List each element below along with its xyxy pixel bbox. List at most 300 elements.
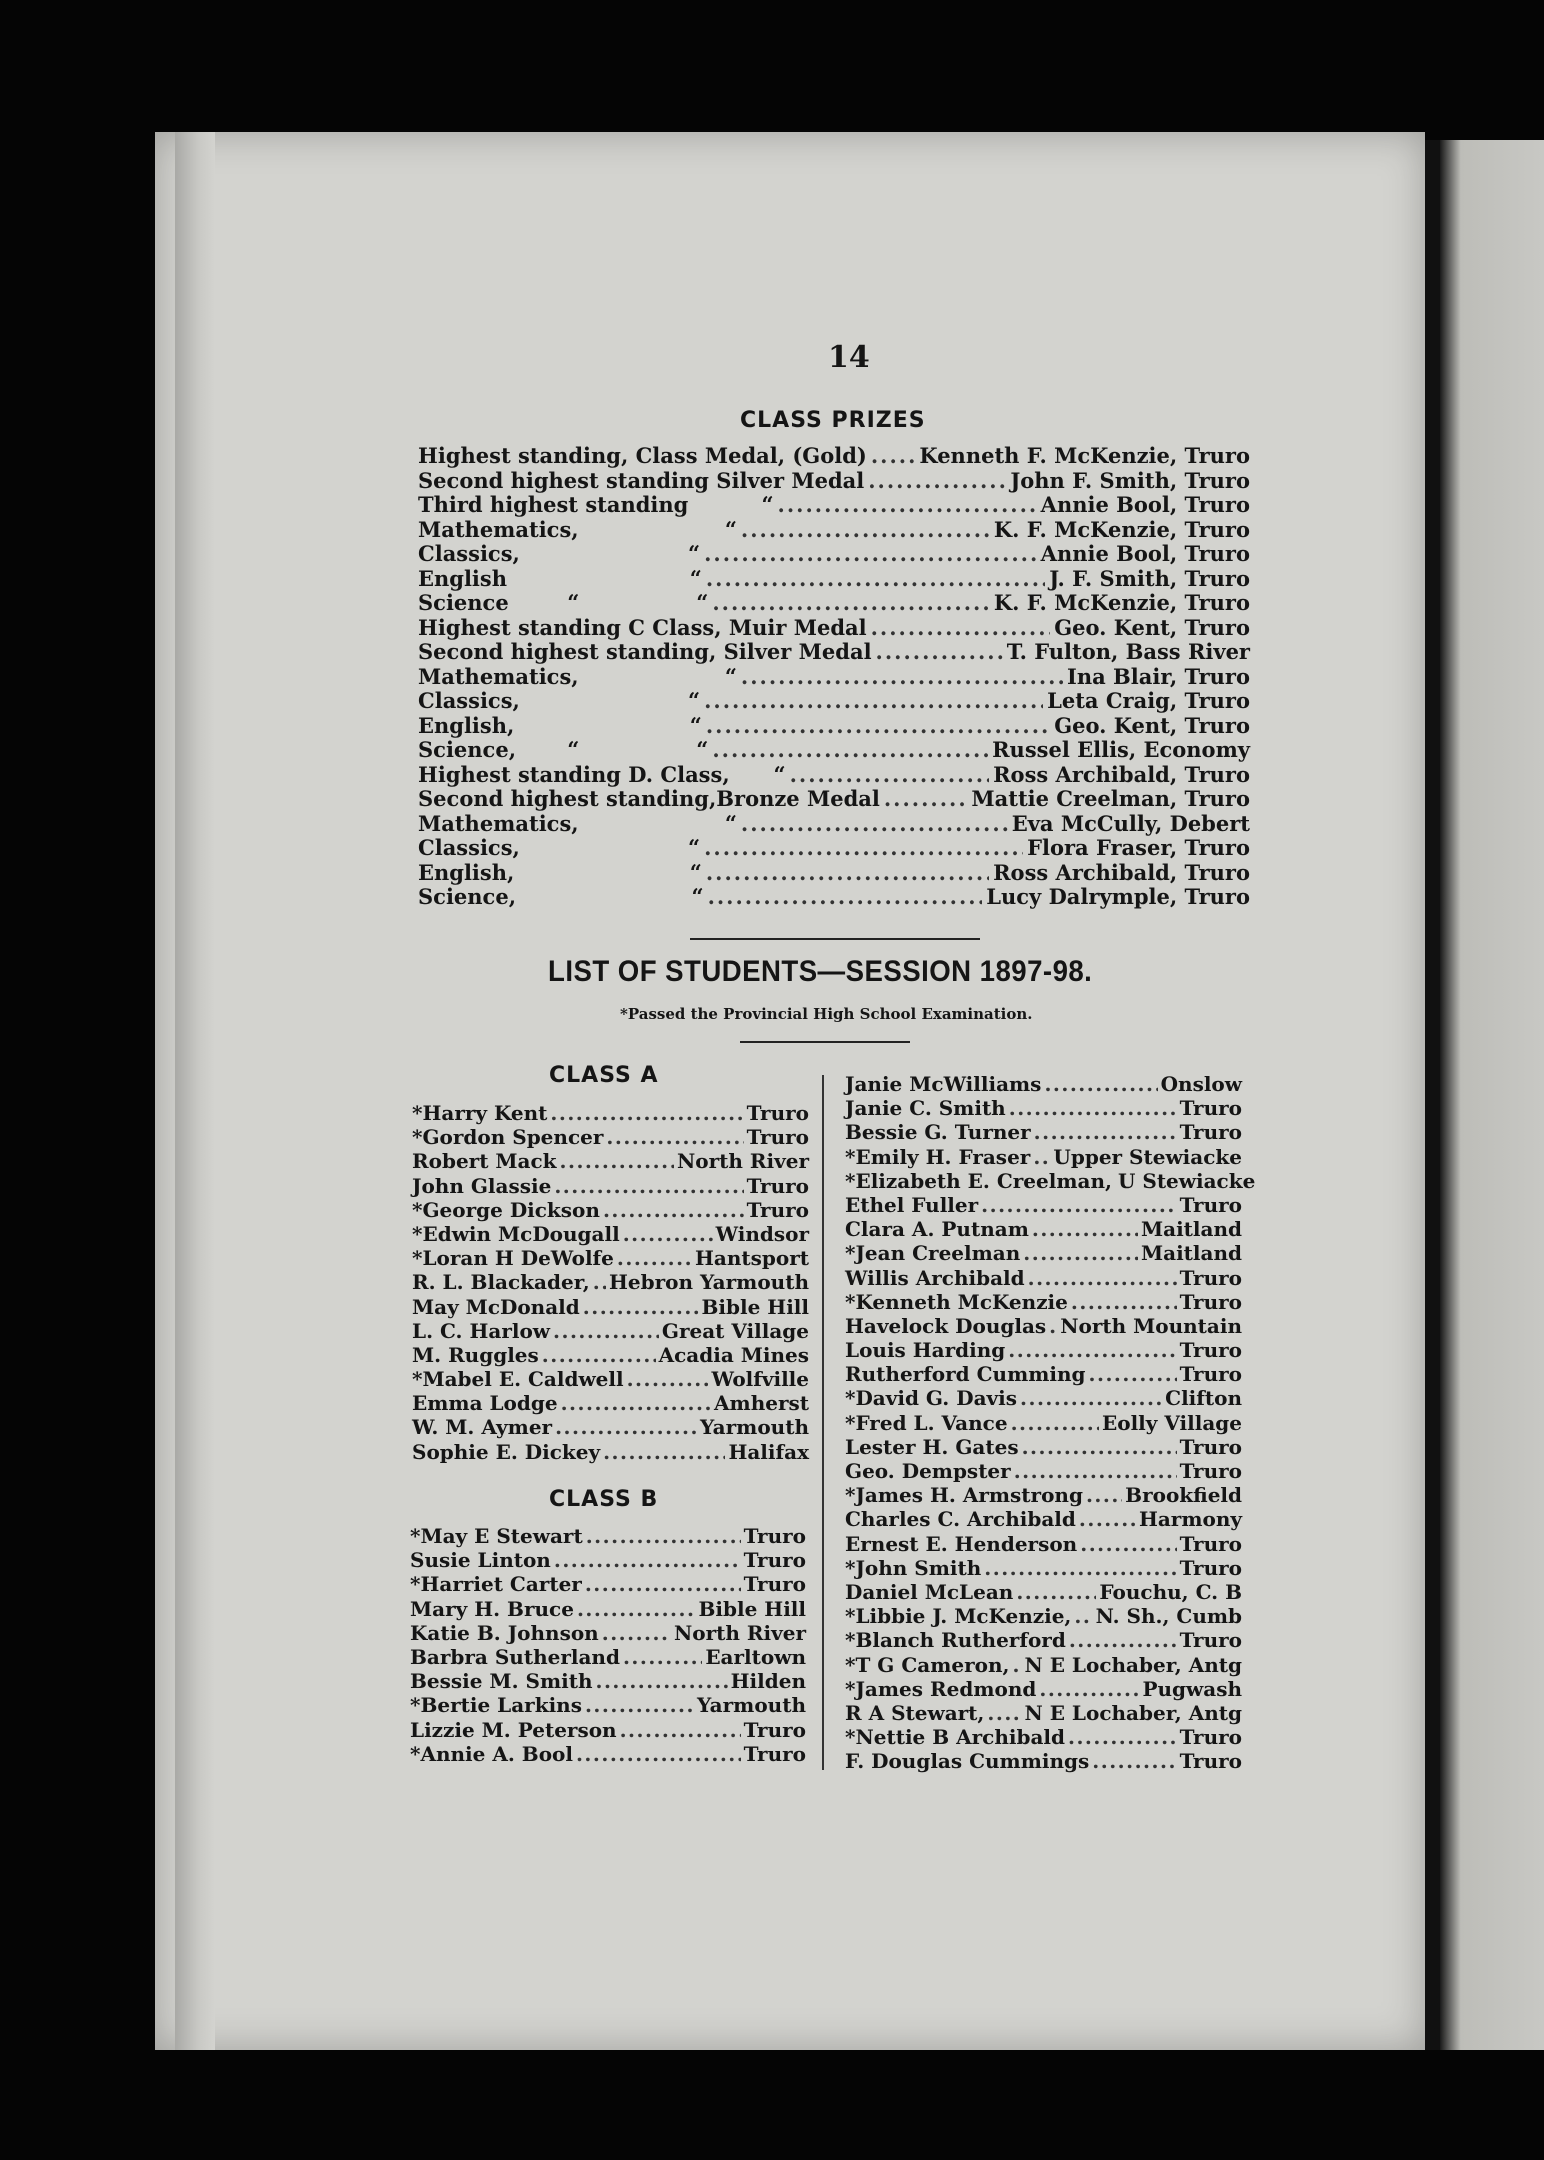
student-row — [845, 1604, 1242, 1628]
student-hometown: Truro — [746, 1173, 809, 1198]
student-name: Lizzie M. Peterson — [410, 1717, 617, 1742]
student-name: R. L. Blackader, — [412, 1270, 590, 1295]
dot-leader — [987, 1701, 1021, 1725]
dot-leader — [595, 1669, 727, 1693]
student-row — [412, 1149, 809, 1173]
dot-leader — [603, 1440, 725, 1464]
page-edge — [175, 132, 215, 2050]
dot-leader — [704, 542, 1037, 567]
student-row — [845, 1096, 1242, 1120]
student-row — [845, 1266, 1242, 1290]
student-row — [412, 1198, 809, 1222]
dot-leader — [542, 1343, 656, 1367]
prize-label: Third highest standing “ — [418, 492, 774, 517]
class-continued-list — [845, 1072, 1256, 1774]
student-hometown: N. Sh., Cumb — [1095, 1604, 1242, 1629]
prize-row — [418, 665, 1250, 690]
student-hometown: North River — [676, 1149, 809, 1174]
student-name: *Loran H DeWolfe — [412, 1246, 614, 1271]
student-row — [412, 1343, 809, 1367]
student-hometown: U Stewiacke — [1117, 1168, 1256, 1193]
student-name: May McDonald — [412, 1294, 580, 1319]
prize-label: Highest standing, Class Medal, (Gold) — [418, 443, 867, 468]
dot-leader — [623, 1222, 713, 1246]
prize-label: Classics, “ — [418, 835, 701, 860]
student-hometown: Truro — [1179, 1531, 1242, 1556]
prize-label: Science, “ — [418, 884, 704, 909]
student-name: *Bertie Larkins — [410, 1693, 582, 1718]
prize-winner: John F. Smith, Truro — [1010, 467, 1250, 493]
prize-winner: J. F. Smith, Truro — [1049, 565, 1250, 591]
student-name: Sophie E. Dickey — [412, 1439, 601, 1464]
student-name: *Annie A. Bool — [410, 1741, 573, 1766]
student-hometown: Fouchu, C. B — [1099, 1579, 1242, 1604]
dot-leader — [593, 1270, 606, 1294]
dot-leader — [585, 1572, 741, 1596]
student-name: *Elizabeth E. Creelman, — [845, 1168, 1112, 1193]
student-row — [845, 1628, 1242, 1652]
prize-winner: Annie Bool, Truro — [1040, 541, 1250, 566]
dot-leader — [1020, 1386, 1162, 1410]
prize-label: English “ — [418, 565, 702, 591]
student-row — [845, 1362, 1242, 1386]
prize-winner: Ross Archibald, Truro — [993, 761, 1250, 787]
dot-leader — [706, 861, 989, 886]
prize-row — [418, 616, 1250, 641]
student-name: *Nettie B Archibald — [845, 1725, 1065, 1750]
dot-leader — [577, 1597, 696, 1621]
student-row — [845, 1290, 1242, 1314]
student-name: *David G. Davis — [845, 1386, 1018, 1411]
student-hometown: N E Lochaber, Antg — [1024, 1652, 1242, 1677]
student-row — [412, 1319, 809, 1343]
dot-leader — [1089, 1362, 1177, 1386]
dot-leader — [1014, 1459, 1177, 1483]
dot-leader — [871, 444, 916, 469]
prize-label: Second highest standing, Silver Medal — [418, 639, 872, 664]
student-row — [845, 1677, 1242, 1701]
student-row — [412, 1174, 809, 1198]
student-row — [412, 1391, 809, 1415]
student-name: *Gordon Spencer — [412, 1125, 604, 1150]
column-divider — [822, 1075, 824, 1770]
student-row — [845, 1120, 1242, 1144]
student-hometown: Truro — [1179, 1120, 1242, 1145]
student-hometown: N E Lochaber, Antg — [1024, 1700, 1242, 1725]
student-hometown: Earltown — [705, 1644, 806, 1669]
prize-row — [418, 714, 1250, 739]
student-hometown: Truro — [1179, 1555, 1242, 1580]
dot-leader — [1032, 1217, 1138, 1241]
student-name: Emma Lodge — [412, 1391, 558, 1416]
prize-row — [418, 444, 1250, 469]
class-a-list — [412, 1101, 809, 1464]
prize-winner: Annie Bool, Truro — [1040, 492, 1250, 517]
student-row — [412, 1440, 809, 1464]
student-name: Havelock Douglas — [845, 1313, 1047, 1338]
dot-leader — [1009, 1096, 1177, 1120]
student-hometown: Brookfield — [1125, 1483, 1242, 1508]
dot-leader — [620, 1718, 741, 1742]
student-row — [410, 1572, 806, 1596]
student-row — [410, 1645, 806, 1669]
class-b-heading: CLASS B — [549, 1487, 659, 1512]
prize-row — [418, 738, 1250, 763]
student-hometown: Maitland — [1140, 1241, 1242, 1266]
dot-leader — [876, 640, 1003, 665]
prize-row — [418, 885, 1250, 910]
student-hometown: Eolly Village — [1102, 1410, 1242, 1435]
student-hometown: Truro — [1179, 1749, 1242, 1774]
student-hometown: Truro — [746, 1125, 809, 1150]
dot-leader — [1071, 1290, 1177, 1314]
student-hometown: Truro — [1179, 1338, 1242, 1363]
student-row — [412, 1270, 809, 1294]
prize-label: Science “ “ — [418, 590, 709, 615]
student-hometown: Truro — [743, 1548, 806, 1573]
dot-leader — [1022, 1435, 1177, 1459]
page-number: 14 — [828, 340, 870, 375]
prize-row — [418, 567, 1250, 592]
student-name: Ethel Fuller — [845, 1192, 979, 1217]
dot-leader — [1074, 1604, 1092, 1628]
student-name: Bessie M. Smith — [410, 1669, 593, 1694]
student-name: R A Stewart, — [845, 1700, 985, 1725]
dot-leader — [1033, 1145, 1050, 1169]
prize-winner: Russel Ellis, Economy — [992, 737, 1250, 762]
prize-winner: Lucy Dalrymple, Truro — [986, 884, 1250, 909]
student-name: Ernest E. Henderson — [845, 1531, 1078, 1556]
dot-leader — [1039, 1677, 1139, 1701]
student-hometown: Harmony — [1138, 1507, 1242, 1532]
student-name: Charles C. Archibald — [845, 1507, 1076, 1532]
dot-leader — [778, 493, 1037, 518]
student-row — [845, 1653, 1242, 1677]
student-name: Barbra Sutherland — [410, 1644, 620, 1669]
student-hometown: Truro — [743, 1524, 806, 1548]
student-hometown: Amherst — [714, 1391, 809, 1416]
prize-row — [418, 469, 1250, 494]
student-name: Clara A. Putnam — [845, 1217, 1029, 1242]
dot-leader — [706, 567, 1045, 592]
student-hometown: Hantsport — [695, 1246, 809, 1271]
dot-leader — [712, 591, 990, 616]
prize-winner: Geo. Kent, Truro — [1054, 712, 1250, 738]
student-row — [412, 1222, 809, 1246]
prize-winner: K. F. McKenzie, Truro — [993, 590, 1250, 615]
dot-leader — [554, 1174, 743, 1198]
dot-leader — [617, 1246, 692, 1270]
student-name: W. M. Aymer — [412, 1415, 553, 1440]
class-a-heading: CLASS A — [549, 1063, 659, 1088]
student-hometown: Clifton — [1165, 1386, 1242, 1411]
student-row — [412, 1295, 809, 1319]
student-hometown: Truro — [1179, 1289, 1242, 1314]
student-row — [845, 1314, 1242, 1338]
student-row — [845, 1580, 1242, 1604]
dot-leader — [871, 616, 1051, 641]
student-hometown: Truro — [1179, 1725, 1242, 1750]
student-row — [412, 1367, 809, 1391]
dot-leader — [1044, 1072, 1157, 1096]
student-row — [410, 1621, 806, 1645]
dot-leader — [555, 1415, 697, 1439]
student-name: *George Dickson — [412, 1197, 600, 1222]
prize-label: English, “ — [418, 859, 702, 885]
student-row — [845, 1338, 1242, 1362]
dot-leader — [741, 812, 1008, 837]
prize-row — [418, 640, 1250, 665]
prize-winner: K. F. McKenzie, Truro — [993, 516, 1250, 542]
student-hometown: Maitland — [1140, 1217, 1242, 1242]
dot-leader — [1034, 1120, 1177, 1144]
dot-leader — [1079, 1507, 1136, 1531]
student-hometown: Hilden — [730, 1669, 806, 1694]
dot-leader — [1013, 1653, 1022, 1677]
student-row — [845, 1532, 1242, 1556]
student-name: *John Smith — [845, 1555, 982, 1580]
student-name: Janie C. Smith — [845, 1096, 1006, 1121]
dot-leader — [1069, 1628, 1177, 1652]
student-row — [845, 1701, 1242, 1725]
student-hometown: North River — [673, 1620, 806, 1645]
student-name: *Harry Kent — [412, 1101, 548, 1125]
student-hometown: Truro — [1179, 1265, 1242, 1290]
prize-row — [418, 542, 1250, 567]
student-hometown: Truro — [1179, 1459, 1242, 1483]
student-row — [845, 1411, 1242, 1435]
student-name: *Emily H. Fraser — [845, 1144, 1031, 1169]
prize-row — [418, 591, 1250, 616]
prize-winner: Ina Blair, Truro — [1067, 663, 1250, 689]
prize-winner: Geo. Kent, Truro — [1054, 614, 1250, 640]
student-row — [412, 1101, 809, 1125]
dot-leader — [627, 1367, 709, 1391]
student-row — [412, 1125, 809, 1149]
student-name: Louis Harding — [845, 1338, 1006, 1363]
student-row — [845, 1217, 1242, 1241]
dot-leader — [706, 714, 1050, 739]
dot-leader — [741, 665, 1063, 690]
student-name: Daniel McLean — [845, 1579, 1014, 1604]
prize-label: English, “ — [418, 712, 702, 738]
student-row — [845, 1483, 1242, 1507]
student-hometown: Truro — [1179, 1628, 1242, 1653]
prize-row — [418, 836, 1250, 861]
dot-leader — [704, 689, 1043, 714]
student-hometown: Truro — [743, 1741, 806, 1766]
dot-leader — [790, 763, 990, 788]
student-hometown: Yarmouth — [696, 1693, 806, 1718]
student-row — [845, 1459, 1242, 1483]
dot-leader — [561, 1391, 711, 1415]
divider-rule — [740, 1041, 910, 1043]
dot-leader — [884, 787, 968, 812]
student-row — [845, 1435, 1242, 1459]
prize-label: Mathematics, “ — [418, 810, 737, 836]
student-name: Lester H. Gates — [845, 1434, 1019, 1459]
dot-leader — [603, 1198, 744, 1222]
dot-leader — [1011, 1411, 1099, 1435]
student-name: Susie Linton — [410, 1548, 551, 1573]
student-row — [845, 1749, 1242, 1773]
student-name: John Glassie — [412, 1173, 552, 1198]
student-hometown: Hebron Yarmouth — [608, 1270, 809, 1295]
dot-leader — [1016, 1580, 1096, 1604]
prize-winner: Ross Archibald, Truro — [993, 859, 1250, 885]
student-name: *Libbie J. McKenzie, — [845, 1604, 1072, 1629]
student-name: Willis Archibald — [845, 1265, 1025, 1290]
student-hometown: Truro — [743, 1717, 806, 1742]
student-name: *Mabel E. Caldwell — [412, 1367, 624, 1392]
prize-label: Second highest standing Silver Medal — [418, 467, 865, 493]
student-name: *James Redmond — [845, 1676, 1037, 1701]
dot-leader — [606, 1125, 743, 1149]
student-row — [410, 1597, 806, 1621]
dot-leader — [984, 1556, 1176, 1580]
prize-label: Second highest standing,Bronze Medal — [418, 786, 880, 811]
prize-label: Highest standing C Class, Muir Medal — [418, 614, 867, 640]
student-hometown: Onslow — [1160, 1072, 1242, 1096]
adjacent-page-edge — [1440, 140, 1544, 2050]
dot-leader — [704, 836, 1023, 861]
student-name: *Fred L. Vance — [845, 1410, 1008, 1435]
dot-leader — [583, 1295, 699, 1319]
student-row — [410, 1524, 806, 1548]
student-row — [845, 1145, 1242, 1169]
student-hometown: Pugwash — [1142, 1676, 1242, 1701]
prize-winner: Flora Fraser, Truro — [1027, 835, 1250, 860]
student-name: F. Douglas Cummings — [845, 1749, 1090, 1774]
student-hometown: Truro — [1179, 1362, 1242, 1387]
prize-row — [418, 518, 1250, 543]
student-name: *James H. Armstrong — [845, 1483, 1083, 1508]
dot-leader — [554, 1548, 741, 1572]
dot-leader — [560, 1149, 674, 1173]
student-hometown: Truro — [1179, 1434, 1242, 1459]
student-row — [845, 1386, 1242, 1410]
class-prizes-heading: CLASS PRIZES — [740, 408, 926, 433]
prize-row — [418, 787, 1250, 812]
dot-leader — [741, 518, 990, 543]
class-prizes-list — [418, 444, 1250, 910]
student-name: *Blanch Rutherford — [845, 1628, 1066, 1653]
dot-leader — [1086, 1483, 1122, 1507]
student-name: Bessie G. Turner — [845, 1120, 1031, 1145]
student-hometown: Acadia Mines — [658, 1342, 809, 1367]
prize-winner: Eva McCully, Debert — [1011, 810, 1250, 836]
student-row — [410, 1693, 806, 1717]
student-row — [410, 1742, 806, 1766]
prize-label: Science, “ “ — [418, 737, 709, 762]
dot-leader — [623, 1645, 702, 1669]
dot-leader — [585, 1693, 694, 1717]
student-row — [845, 1168, 1256, 1193]
student-hometown: Great Village — [661, 1318, 809, 1343]
exam-note: *Passed the Provincial High School Examination. — [620, 1005, 1033, 1023]
prize-label: Highest standing D. Class, “ — [418, 761, 786, 787]
student-hometown: Bible Hill — [698, 1596, 806, 1621]
dot-leader — [1068, 1725, 1177, 1749]
student-hometown: Yarmouth — [699, 1415, 809, 1440]
student-row — [845, 1507, 1242, 1531]
prize-row — [418, 861, 1250, 886]
student-name: M. Ruggles — [412, 1342, 539, 1367]
student-hometown: Wolfville — [711, 1367, 809, 1392]
prize-label: Classics, “ — [418, 541, 701, 566]
dot-leader — [1049, 1314, 1057, 1338]
student-name: *Jean Creelman — [845, 1241, 1021, 1266]
prize-row — [418, 763, 1250, 788]
student-hometown: Truro — [743, 1572, 806, 1597]
prize-row — [418, 689, 1250, 714]
student-hometown: Upper Stewiacke — [1053, 1144, 1242, 1169]
prize-label: Mathematics, “ — [418, 516, 737, 542]
dot-leader — [602, 1621, 671, 1645]
student-row — [412, 1415, 809, 1439]
divider-rule — [690, 938, 980, 940]
prize-winner: Leta Craig, Truro — [1047, 688, 1250, 713]
prize-row — [418, 812, 1250, 837]
student-row — [845, 1072, 1242, 1096]
student-hometown: North Mountain — [1060, 1313, 1242, 1338]
student-list-title: LIST OF STUDENTS—SESSION 1897-98. — [548, 955, 1093, 988]
student-hometown: Truro — [1179, 1192, 1242, 1217]
student-name: Rutherford Cumming — [845, 1362, 1086, 1387]
dot-leader — [586, 1524, 741, 1548]
student-row — [410, 1718, 806, 1742]
student-name: Mary H. Bruce — [410, 1596, 574, 1621]
student-name: Geo. Dempster — [845, 1459, 1011, 1483]
student-name: *May E Stewart — [410, 1524, 583, 1548]
dot-leader — [1008, 1338, 1176, 1362]
student-hometown: Truro — [1179, 1096, 1242, 1121]
dot-leader — [550, 1101, 743, 1125]
prize-winner: Kenneth F. McKenzie, Truro — [919, 443, 1250, 468]
prize-row — [418, 493, 1250, 518]
student-name: *Edwin McDougall — [412, 1221, 620, 1246]
student-row — [410, 1548, 806, 1572]
student-hometown: Truro — [746, 1197, 809, 1222]
student-name: Janie McWilliams — [845, 1072, 1042, 1096]
student-name: L. C. Harlow — [412, 1318, 551, 1343]
student-name: *Harriet Carter — [410, 1572, 582, 1597]
class-b-list — [410, 1524, 806, 1766]
dot-leader — [1023, 1241, 1138, 1265]
dot-leader — [981, 1193, 1176, 1217]
student-hometown: Bible Hill — [701, 1294, 809, 1319]
student-name: *Kenneth McKenzie — [845, 1289, 1068, 1314]
student-hometown: Windsor — [715, 1221, 809, 1246]
student-row — [845, 1241, 1242, 1265]
student-row — [845, 1725, 1242, 1749]
student-row — [845, 1556, 1242, 1580]
student-name: Katie B. Johnson — [410, 1620, 599, 1645]
prize-winner: Mattie Creelman, Truro — [971, 786, 1250, 811]
prize-winner: T. Fulton, Bass River — [1006, 639, 1250, 664]
student-hometown: Halifax — [728, 1439, 809, 1464]
dot-leader — [712, 738, 988, 763]
student-name: *T G Cameron, — [845, 1652, 1010, 1677]
dot-leader — [708, 885, 983, 910]
student-row — [412, 1246, 809, 1270]
student-row — [845, 1193, 1242, 1217]
student-row — [410, 1669, 806, 1693]
student-hometown: Truro — [746, 1101, 809, 1125]
dot-leader — [1028, 1266, 1177, 1290]
dot-leader — [553, 1319, 659, 1343]
prize-label: Mathematics, “ — [418, 663, 737, 689]
